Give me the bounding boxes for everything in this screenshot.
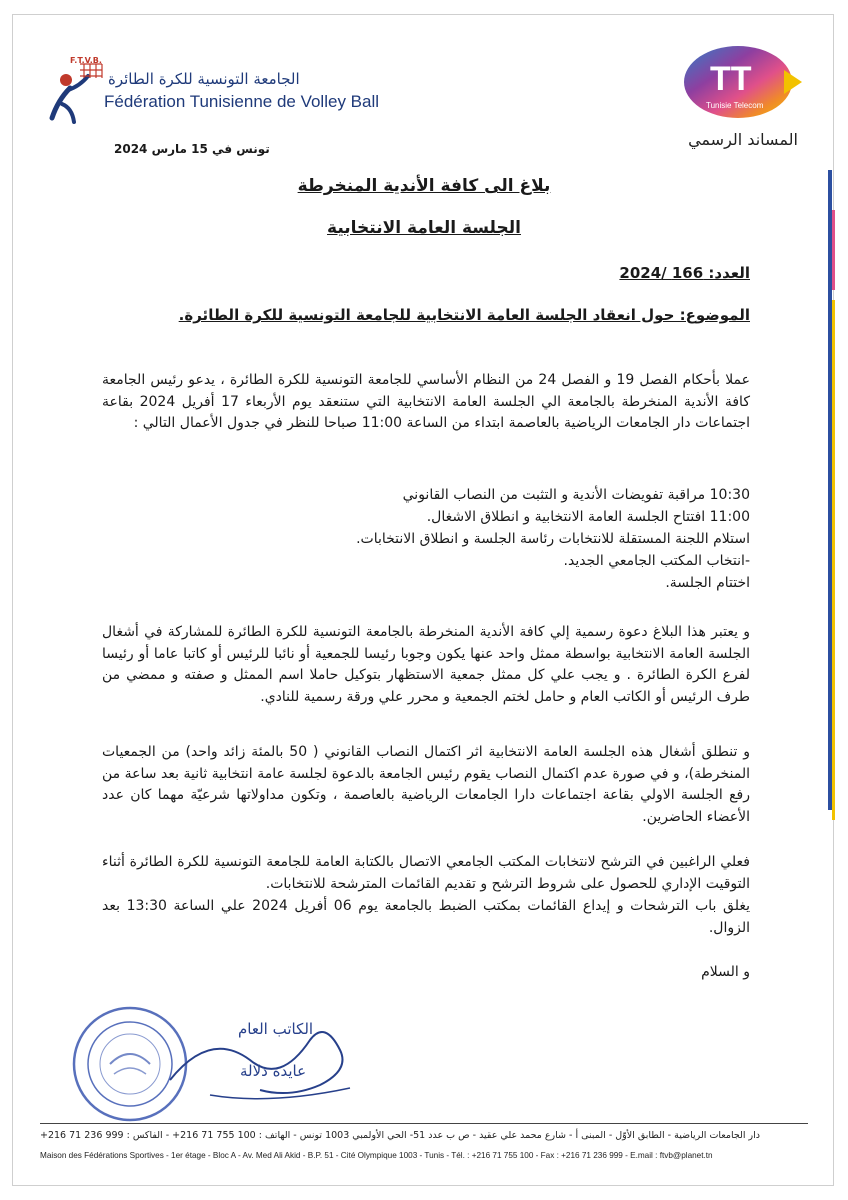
- signatory-title: الكاتب العام: [238, 1020, 314, 1038]
- tunisie-telecom-logo-icon: [680, 40, 804, 124]
- agenda-item: -انتخاب المكتب الجامعي الجديد.: [563, 553, 750, 569]
- body-paragraph-4: فعلي الراغبين في الترشح لانتخابات المكتب الجامعي الاتصال بالكتابة العامة للجامعة التونسية للكرة الطائرة أثناء التوقيت الإداري للحصول على شروط الترشح و تقديم القائمات المترشحة للانتخابات.: [102, 854, 750, 892]
- body-paragraph-3: و تنطلق أشغال هذه الجلسة العامة الانتخابية اثر اكتمال النصاب القانوني ( 50 بالمئة زائد واحد) من الجمعيات المنخرطة)، و في صورة عدم اكتمال النصاب يقوم رئيس الجامعة بالدعوة لجلسة عامة انتخابية ثانية بعد ساعة من رفع الجلسة الاولي بقاعة اجتماعات دارا الجامعات الرياضية بالعاصمة ، وتكون مداولاتها شرعيّة مهما كان عدد الأعضاء الحاضرين.: [102, 744, 750, 825]
- federation-name-fr: Fédération Tunisienne de Volley Ball: [104, 92, 380, 111]
- reference-number: العدد: 166 /2024: [619, 264, 750, 282]
- agenda-item: استلام اللجنة المستقلة للانتخابات رئاسة الجلسة و انطلاق الانتخابات.: [356, 531, 750, 547]
- footer-divider: [40, 1123, 808, 1124]
- body-paragraph-5: يغلق باب الترشحات و إيداع القائمات بمكتب الضبط بالجامعة يوم 06 أفريل 2024 علي الساعة 13:30 بعد الزوال.: [102, 898, 750, 936]
- svg-text:TT: TT: [710, 60, 752, 98]
- closing-greeting: و السلام: [701, 964, 750, 980]
- sponsor-logo-text: Tunisie Telecom: [706, 101, 764, 110]
- agenda-item: 11:00 افتتاح الجلسة العامة الانتخابية و انطلاق الاشغال.: [426, 509, 750, 525]
- agenda-item: 10:30 مراقبة تفويضات الأندية و التثبت من النصاب القانوني: [402, 487, 750, 503]
- signatory-name: عايدة دلالة: [240, 1062, 307, 1080]
- footer-address-fr: Maison des Fédérations Sportives - 1er étage - Bloc A - Av. Med Ali Akid - B.P. 51 - Cité Olympique 1003 - Tunis - Tél. : +216 71 755 100 - Fax : +216 71 236 999 - E.mail : ftvb@planet.tn: [40, 1151, 713, 1160]
- side-stripe-yellow: [832, 300, 835, 820]
- document-date: تونس في 15 مارس 2024: [114, 142, 270, 156]
- federation-name-ar: الجامعة التونسية للكرة الطائرة: [108, 70, 300, 88]
- body-paragraph-2: و يعتبر هذا البلاغ دعوة رسمية إلي كافة الأندية المنخرطة بالجامعة التونسية للكرة الطائرة للمشاركة في أشغال الجلسة العامة الانتخابية بواسطة ممثل واحد عنها يكون وجوبا رئيسا للجمعية أو نائبا للرئيس أو كاتبا عاما أو رئيسا لفرع الكرة الطائرة . و يجب علي كل ممثل جمعية الاستظهار بتوكيل حاملا اسم الممثل و صفته و ممضي من طرف الرئيس أو الكاتب العام و حامل لختم الجمعية و محرر علي ورقة رسمية للنادي.: [102, 624, 750, 705]
- document-subtitle: الجلسة العامة الانتخابية: [327, 218, 521, 238]
- agenda-list: [102, 484, 750, 594]
- agenda-item: اختتام الجلسة.: [665, 575, 750, 591]
- body-paragraph-1: عملا بأحكام الفصل 19 و الفصل 24 من النظام الأساسي للجامعة التونسية للكرة الطائرة ، يدعو رئيس الجامعة كافة الأندية المنخرطة بالجامعة الي الجلسة العامة الانتخابية التي ستنعقد يوم الأربعاء 17 أفريل 2024 بقاعة اجتماعات دار الجامعات الرياضية بالعاصمة ابتداء من الساعة 11:00 صباحا للنظر في جدول الأعمال التالي :: [102, 372, 750, 431]
- footer-address-ar: دار الجامعات الرياضية - الطابق الأوّل - المبنى أ - شارع محمد علي عقيد - ص ب عدد 51- الحي الأولمبي 1003 تونس - الهاتف : 100 755 71 216+ - الفاكس : 999 236 71 216+: [40, 1130, 761, 1141]
- federation-tag: F.T.V.B.: [70, 56, 102, 65]
- subject-line: الموضوع: حول انعقاد الجلسة العامة الانتخابية للجامعة التونسية للكرة الطائرة.: [178, 306, 750, 324]
- volleyball-player-logo-icon: [44, 56, 104, 126]
- document-title: بلاغ الى كافة الأندية المنخرطة: [297, 176, 551, 196]
- official-sponsor-label: المساند الرسمي: [688, 130, 798, 149]
